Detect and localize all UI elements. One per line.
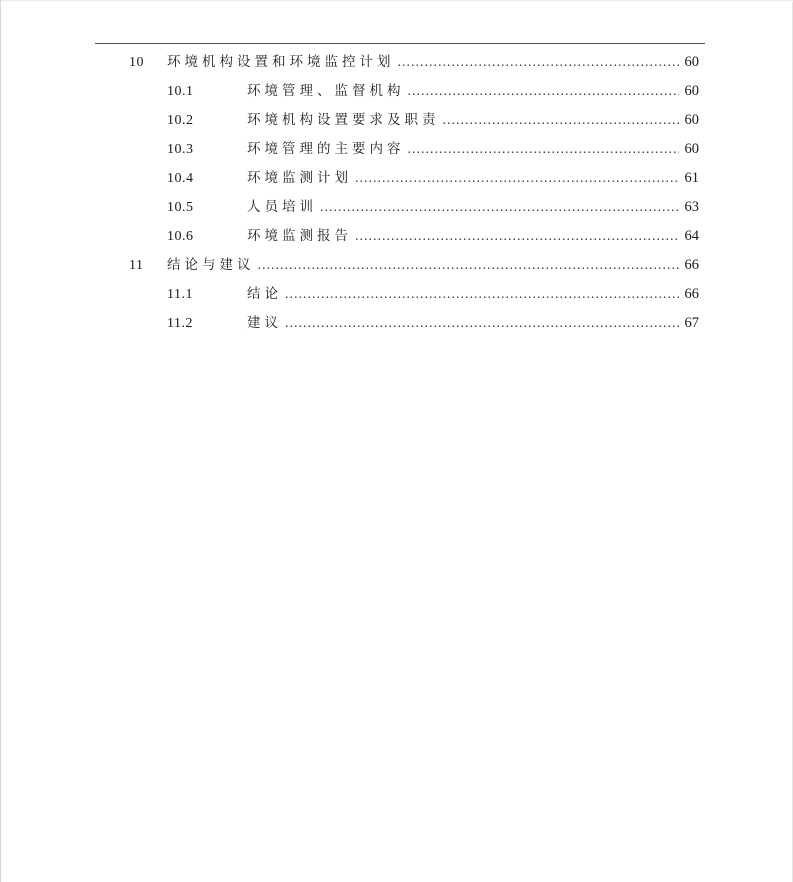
toc-entry-number: 11.2 [167,316,193,331]
toc-dot-leader [285,309,679,338]
toc-entry-title: 人员培训 [247,199,317,215]
toc-entry-page: 61 [684,170,699,186]
toc-entry[interactable] [1,280,793,309]
toc-entry-title: 环境管理、监督机构 [247,83,405,99]
toc-entry-page: 60 [684,54,699,70]
toc-dot-leader [320,193,679,222]
page-top-edge [1,0,793,2]
toc-entry-number: 10.1 [167,84,194,99]
toc-entry[interactable] [1,222,793,251]
toc-entry-number: 11.1 [167,287,193,302]
toc-entry-title: 环境机构设置和环境监控计划 [167,54,395,70]
toc-entry-page: 63 [684,199,699,215]
toc-entry[interactable] [1,164,793,193]
toc-entry-title: 环境监测报告 [247,228,352,244]
toc-entry-page: 66 [684,257,699,273]
toc-entry[interactable] [1,106,793,135]
toc-dot-leader [443,106,680,135]
toc-entry-title: 结论与建议 [167,257,255,273]
toc-dot-leader [398,48,680,77]
toc-entry-title: 建议 [247,315,282,331]
toc-entry-number: 11 [129,258,144,273]
toc-entry-number: 10.4 [167,171,194,186]
toc-dot-leader [408,135,680,164]
toc-entry-page: 67 [684,315,699,331]
toc-entry-title: 结论 [247,286,282,302]
toc-entry-title: 环境机构设置要求及职责 [247,112,440,128]
toc-dot-leader [258,251,680,280]
toc-entry[interactable] [1,193,793,222]
toc-entry-page: 60 [684,83,699,99]
toc-entry-page: 60 [684,112,699,128]
header-rule [95,43,705,44]
toc-entry-number: 10.5 [167,200,194,215]
toc-dot-leader [285,280,679,309]
toc-entry-number: 10.2 [167,113,194,128]
toc-entry-number: 10.6 [167,229,194,244]
toc-entry-page: 64 [684,228,699,244]
toc-entry[interactable] [1,135,793,164]
toc-entry-number: 10.3 [167,142,194,157]
toc-entry-page: 66 [684,286,699,302]
toc-entry[interactable] [1,77,793,106]
toc-entry-title: 环境管理的主要内容 [247,141,405,157]
toc-dot-leader [408,77,680,106]
toc-entry-title: 环境监测计划 [247,170,352,186]
toc-entry[interactable] [1,251,793,280]
toc-dot-leader [355,164,679,193]
toc-dot-leader [355,222,679,251]
toc-entry[interactable] [1,309,793,338]
toc-entry-page: 60 [684,141,699,157]
toc-entry[interactable] [1,48,793,77]
toc-entry-number: 10 [129,55,144,70]
